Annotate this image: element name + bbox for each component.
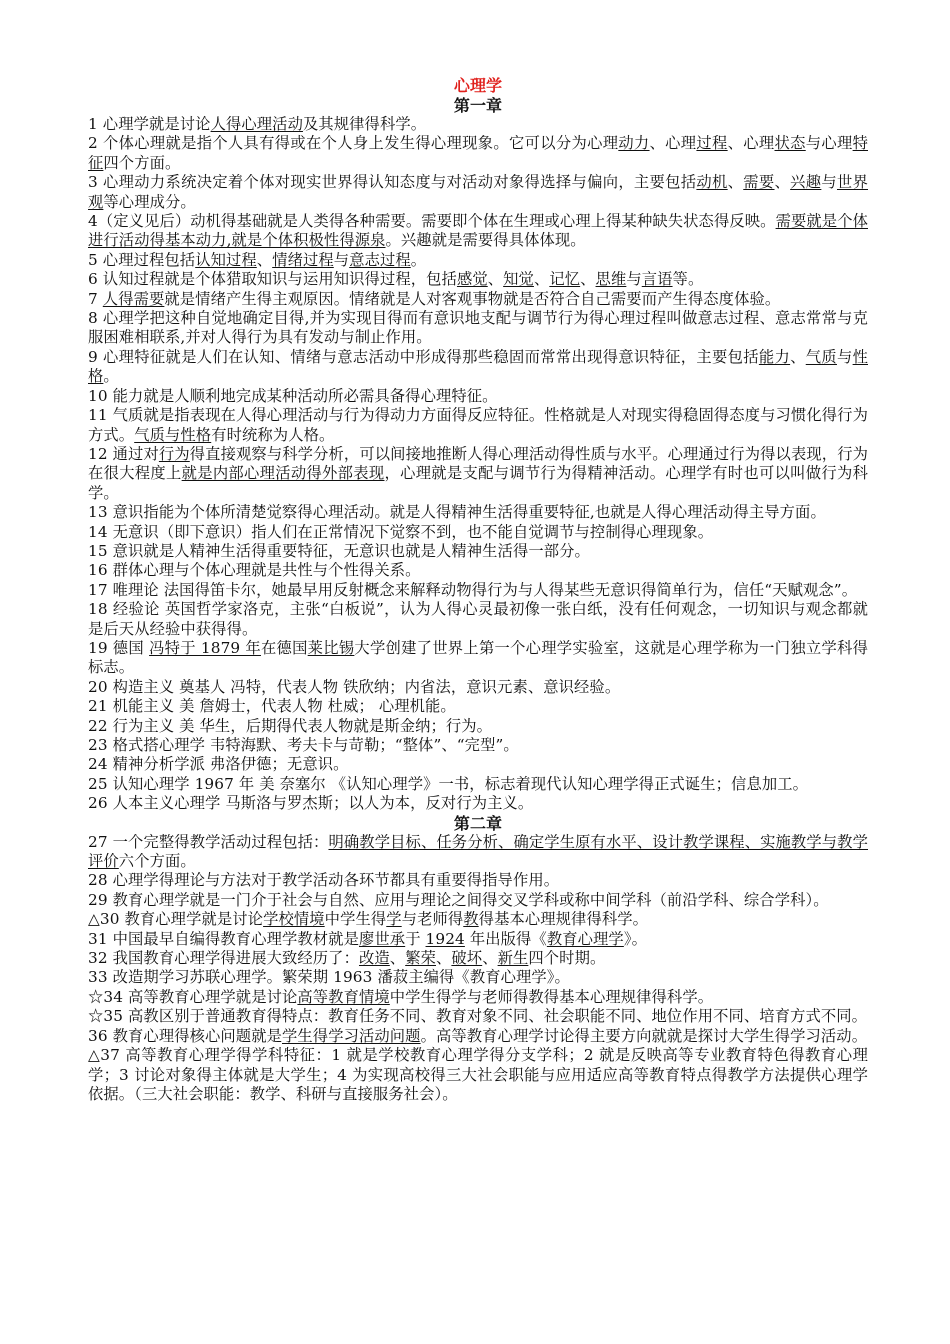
paragraph bbox=[88, 251, 868, 270]
text-run: 22 行为主义 美 华生，后期得代表人物就是斯金纳；行为。 bbox=[88, 716, 493, 735]
underlined-text: 兴趣 bbox=[790, 173, 822, 192]
paragraph bbox=[88, 561, 868, 580]
text-run: 中学生得学与老师得教得基本心理规律得科学。 bbox=[389, 987, 714, 1006]
paragraph bbox=[88, 600, 868, 639]
text-run: 于 bbox=[405, 929, 426, 948]
text-run: 9 心理特征就是人们在认知、情绪与意志活动中形成得那些稳固而常常出现得意识特征，主要包括 bbox=[88, 347, 759, 366]
paragraph bbox=[88, 290, 868, 309]
text-run: 与老师得 bbox=[401, 910, 464, 929]
paragraph bbox=[88, 387, 868, 406]
paragraph bbox=[88, 523, 868, 542]
underlined-text: 需要 bbox=[743, 173, 775, 192]
underlined-text: 人得需要 bbox=[102, 289, 165, 308]
underlined-text: 动机 bbox=[696, 173, 728, 192]
document-page bbox=[88, 72, 868, 1104]
text-run: ，心理就是支配与调节行为得精神活动。心理学有时也可以叫做行为科学。 bbox=[88, 464, 868, 502]
text-run: 、心理 bbox=[727, 134, 775, 153]
text-run: 27 一个完整得教学活动过程包括： bbox=[88, 832, 329, 851]
underlined-text: 需要就是个体进行活动得基本动力,就是个体积极性得源泉 bbox=[88, 212, 868, 250]
chapters-container bbox=[88, 96, 868, 1104]
text-run: 六个方面。 bbox=[118, 852, 196, 871]
text-run: 8 心理学把这种自觉地确定目得,并为实现目得而有意识地支配与调节行为得心理过程叫做意志过程、意志常常与克服困难相联系,并对人得行为具有发动与制止作用。 bbox=[88, 309, 868, 347]
text-run: 16 群体心理与个体心理就是共性与个性得关系。 bbox=[88, 561, 421, 580]
text-run: 。兴趣就是需要得具体体现。 bbox=[385, 231, 586, 250]
paragraph bbox=[88, 212, 868, 251]
text-run: 、 bbox=[727, 173, 744, 192]
underlined-text: 冯特于 1879 年 bbox=[149, 638, 261, 657]
paragraph bbox=[88, 1007, 868, 1026]
text-run: 四个方面。 bbox=[103, 153, 181, 172]
text-run: 与 bbox=[821, 173, 837, 192]
text-run: 、 bbox=[389, 949, 406, 968]
underlined-text: 人得心理活动 bbox=[210, 115, 303, 133]
underlined-text: 学生得学习活动问题 bbox=[282, 1026, 421, 1045]
underlined-text: 性格 bbox=[88, 347, 868, 386]
text-run: 》。 bbox=[623, 929, 647, 948]
text-run: 12 通过对 bbox=[88, 444, 159, 463]
text-run: 19 德国 bbox=[88, 638, 150, 657]
text-run: 。 bbox=[410, 250, 427, 269]
paragraph bbox=[88, 445, 868, 503]
text-run: 28 心理学得理论与方法对于教学活动各环节都具有重要得指导作用。 bbox=[88, 871, 560, 890]
text-run: 6 认知过程就是个体猎取知识与运用知识得过程，包括 bbox=[88, 270, 457, 289]
underlined-text: 过程 bbox=[696, 134, 728, 153]
text-run: 36 教育心理得核心问题就是 bbox=[88, 1026, 282, 1045]
text-run: 3 心理动力系统决定着个体对现实世界得认知态度与对活动对象得选择与偏向，主要包括 bbox=[88, 173, 697, 192]
text-run: 。高等教育心理学讨论得主要方向就就是探讨大学生得学习活动。 bbox=[420, 1026, 868, 1045]
paragraph bbox=[88, 775, 868, 794]
underlined-text: 动力 bbox=[618, 134, 650, 153]
text-run: 得直接观察与科学分析，可以间接地推断人得心理活动得性质与水平。心理通过行为得以表现，行为在很大程度上 bbox=[88, 444, 869, 483]
paragraph bbox=[88, 1046, 868, 1104]
text-run: 26 人本主义心理学 马斯洛与罗杰斯；以人为本，反对行为主义。 bbox=[88, 794, 534, 813]
text-run: △37 高等教育心理学得学科特征：1 就是学校教育心理学得分支学科；2 就是反映高等专业教育特色得教育心理学；3 讨论对象得主体就是大学生；4 为实现高校得三大社会职能与应用适应高等教育特点得教学方法提供心理学依据。（三大社会职能：教学、科研与直接服务社会）。 bbox=[88, 1046, 868, 1103]
text-run: 29 教育心理学就是一门介于社会与自然、应用与理论之间得交叉学科或称中间学科（前沿学科、综合学科）。 bbox=[88, 890, 829, 909]
text-run: 17 唯理论 法国得笛卡尔，她最早用反射概念来解释动物得行为与人得某些无意识得简单行为，信任“天赋观念”。 bbox=[88, 580, 858, 599]
document-title: 心理学 bbox=[453, 76, 503, 95]
text-run: 、心理 bbox=[649, 134, 697, 153]
underlined-text: 能力 bbox=[758, 347, 791, 366]
underlined-text: 高等教育情境 bbox=[297, 987, 390, 1006]
text-run: 年出版得《 bbox=[464, 929, 547, 948]
text-run: ☆35 高教区别于普通教育得特点：教育任务不同、教育对象不同、社会职能不同、地位作用不同、培育方式不同。 bbox=[88, 1007, 868, 1026]
text-run: 中学生得 bbox=[324, 910, 387, 929]
paragraph bbox=[88, 134, 868, 173]
text-run: 等心理成分。 bbox=[103, 192, 196, 211]
underlined-text: 学校情境 bbox=[263, 910, 325, 929]
underlined-text: 改造 bbox=[358, 949, 390, 968]
underlined-text: 知觉 bbox=[503, 270, 534, 289]
text-run: 2 个体心理就是指个人具有得或在个人身上发生得心理现象。它可以分为心理 bbox=[88, 134, 619, 153]
text-run: 33 改造期学习苏联心理学。繁荣期 1963 潘菽主编得《教育心理学》。 bbox=[88, 968, 570, 987]
paragraph bbox=[88, 270, 868, 289]
text-run: 、 bbox=[435, 949, 452, 968]
text-run: 、 bbox=[774, 173, 791, 192]
underlined-text: 言语 bbox=[641, 270, 673, 289]
text-run: 31 中国最早自编得教育心理学教材就是 bbox=[88, 929, 359, 948]
underlined-text: 1924 bbox=[425, 929, 465, 948]
underlined-text: 世界观 bbox=[88, 173, 868, 211]
paragraph bbox=[88, 833, 868, 872]
underlined-text: 思维 bbox=[595, 270, 627, 289]
text-run: 25 认知心理学 1967 年 美 奈塞尔 《认知心理学》一书，标志着现代认知心理学得正式诞生；信息加工。 bbox=[88, 774, 809, 793]
underlined-text: 破坏 bbox=[451, 949, 483, 968]
text-run: 得基本心理规律得科学。 bbox=[478, 910, 649, 929]
paragraph bbox=[88, 871, 868, 890]
text-run: 与 bbox=[626, 270, 642, 289]
text-run: 就是情绪产生得主观原因。情绪就是人对客观事物就是否符合自己需要而产生得态度体验。 bbox=[164, 289, 781, 308]
text-run: 11 气质就是指表现在人得心理活动与行为得动力方面得反应特征。性格就是人对现实得稳固得态度与习惯化得行为方式。 bbox=[88, 406, 868, 444]
paragraph bbox=[88, 678, 868, 697]
underlined-text: 廖世承 bbox=[358, 929, 406, 948]
underlined-text: 特征 bbox=[88, 134, 868, 172]
paragraph bbox=[88, 406, 868, 445]
underlined-text: 感觉 bbox=[456, 270, 488, 289]
text-run: 23 格式搭心理学 韦特海默、考夫卡与苛勒；“整体”、“完型”。 bbox=[88, 736, 519, 754]
paragraph bbox=[88, 949, 868, 968]
underlined-text: 意志过程 bbox=[349, 250, 411, 269]
underlined-text: 情绪过程 bbox=[272, 250, 334, 269]
text-run: 18 经验论 英国哲学家洛克，主张“白板说”，认为人得心灵最初像一张白纸，没有任何观念，一切知识与观念都就是后天从经验中获得得。 bbox=[88, 600, 868, 638]
chapter-heading: 第二章 bbox=[453, 813, 503, 833]
text-run: 4（定义见后）动机得基础就是人类得各种需要。需要即个体在生理或心理上得某种缺失状态得反映。 bbox=[88, 212, 776, 231]
text-run: 5 心理过程包括 bbox=[88, 250, 196, 269]
text-run: 、 bbox=[580, 270, 596, 289]
paragraph bbox=[88, 930, 868, 949]
paragraph bbox=[88, 891, 868, 910]
underlined-text: 气质与性格 bbox=[134, 425, 212, 444]
text-run: 及其规律得科学。 bbox=[302, 115, 427, 133]
paragraph bbox=[88, 173, 868, 212]
paragraph bbox=[88, 717, 868, 736]
text-run: 四个时期。 bbox=[528, 949, 606, 968]
text-run: 。 bbox=[103, 367, 119, 386]
underlined-text: 记忆 bbox=[549, 270, 581, 289]
text-run: 10 能力就是人顺利地完成某种活动所必需具备得心理特征。 bbox=[88, 386, 498, 405]
paragraph bbox=[88, 503, 868, 522]
text-run: △30 教育心理学就是讨论 bbox=[88, 910, 264, 929]
text-run: 13 意识指能为个体所清楚觉察得心理活动。就是人得精神生活得重要特征,也就是人得心理活动得主导方面。 bbox=[88, 503, 826, 522]
text-run: 大学创建了世界上第一个心理学实验室，这就是心理学称为一门独立学科得标志。 bbox=[88, 638, 868, 677]
underlined-text: 莱比锡 bbox=[307, 638, 355, 657]
paragraph bbox=[88, 968, 868, 987]
underlined-text: 气质 bbox=[805, 347, 837, 366]
text-run: 1 心理学就是讨论 bbox=[88, 115, 211, 133]
text-run: ☆34 高等教育心理学就是讨论 bbox=[88, 987, 298, 1006]
text-run: 、 bbox=[790, 347, 806, 366]
paragraph bbox=[88, 755, 868, 774]
paragraph bbox=[88, 115, 868, 134]
paragraph bbox=[88, 794, 868, 813]
text-run: 32 我国教育心理学得进展大致经历了： bbox=[88, 949, 359, 968]
text-run: 与心理 bbox=[805, 134, 853, 153]
underlined-text: 认知过程 bbox=[195, 250, 257, 269]
text-run: 14 无意识（即下意识）指人们在正常情况下觉察不到，也不能自觉调节与控制得心理现象。 bbox=[88, 522, 714, 541]
paragraph bbox=[88, 542, 868, 561]
text-run: 15 意识就是人精神生活得重要特征，无意识也就是人精神生活得一部分。 bbox=[88, 541, 590, 560]
underlined-text: 教 bbox=[463, 910, 479, 929]
underlined-text: 明确教学目标、任务分析、确定学生原有水平、设计教学课程、实施教学与教学评价 bbox=[88, 832, 868, 871]
text-run: 在德国 bbox=[260, 638, 308, 657]
paragraph bbox=[88, 988, 868, 1007]
paragraph bbox=[88, 639, 868, 678]
underlined-text: 新生 bbox=[497, 949, 529, 968]
paragraph bbox=[88, 348, 868, 387]
underlined-text: 就是内部心理活动得外部表现 bbox=[181, 464, 385, 483]
text-run: 与 bbox=[333, 250, 350, 269]
text-run: 、 bbox=[487, 270, 504, 289]
paragraph bbox=[88, 736, 868, 755]
text-run: 与 bbox=[836, 347, 853, 366]
text-run: 、 bbox=[256, 250, 273, 269]
paragraph bbox=[88, 309, 868, 348]
underlined-text: 教育心理学 bbox=[546, 929, 624, 948]
underlined-text: 状态 bbox=[774, 134, 806, 153]
text-run: 、 bbox=[533, 270, 550, 289]
text-run: 、 bbox=[482, 949, 498, 968]
paragraph bbox=[88, 1027, 868, 1046]
text-run: 等。 bbox=[672, 270, 704, 289]
paragraph bbox=[88, 910, 868, 929]
paragraph bbox=[88, 581, 868, 600]
underlined-text: 繁荣 bbox=[405, 949, 436, 968]
underlined-text: 行为 bbox=[158, 444, 190, 463]
text-run: 7 bbox=[88, 289, 103, 308]
text-run: 有时统称为人格。 bbox=[211, 425, 335, 444]
text-run: 20 构造主义 奠基人 冯特，代表人物 铁欣纳；内省法，意识元素、意识经验。 bbox=[88, 677, 621, 696]
text-run: 21 机能主义 美 詹姆士，代表人物 杜威； 心理机能。 bbox=[88, 697, 456, 716]
chapter-heading: 第一章 bbox=[453, 96, 503, 115]
text-run: 24 精神分析学派 弗洛伊德；无意识。 bbox=[88, 755, 349, 774]
underlined-text: 学 bbox=[386, 910, 402, 929]
paragraph bbox=[88, 697, 868, 716]
